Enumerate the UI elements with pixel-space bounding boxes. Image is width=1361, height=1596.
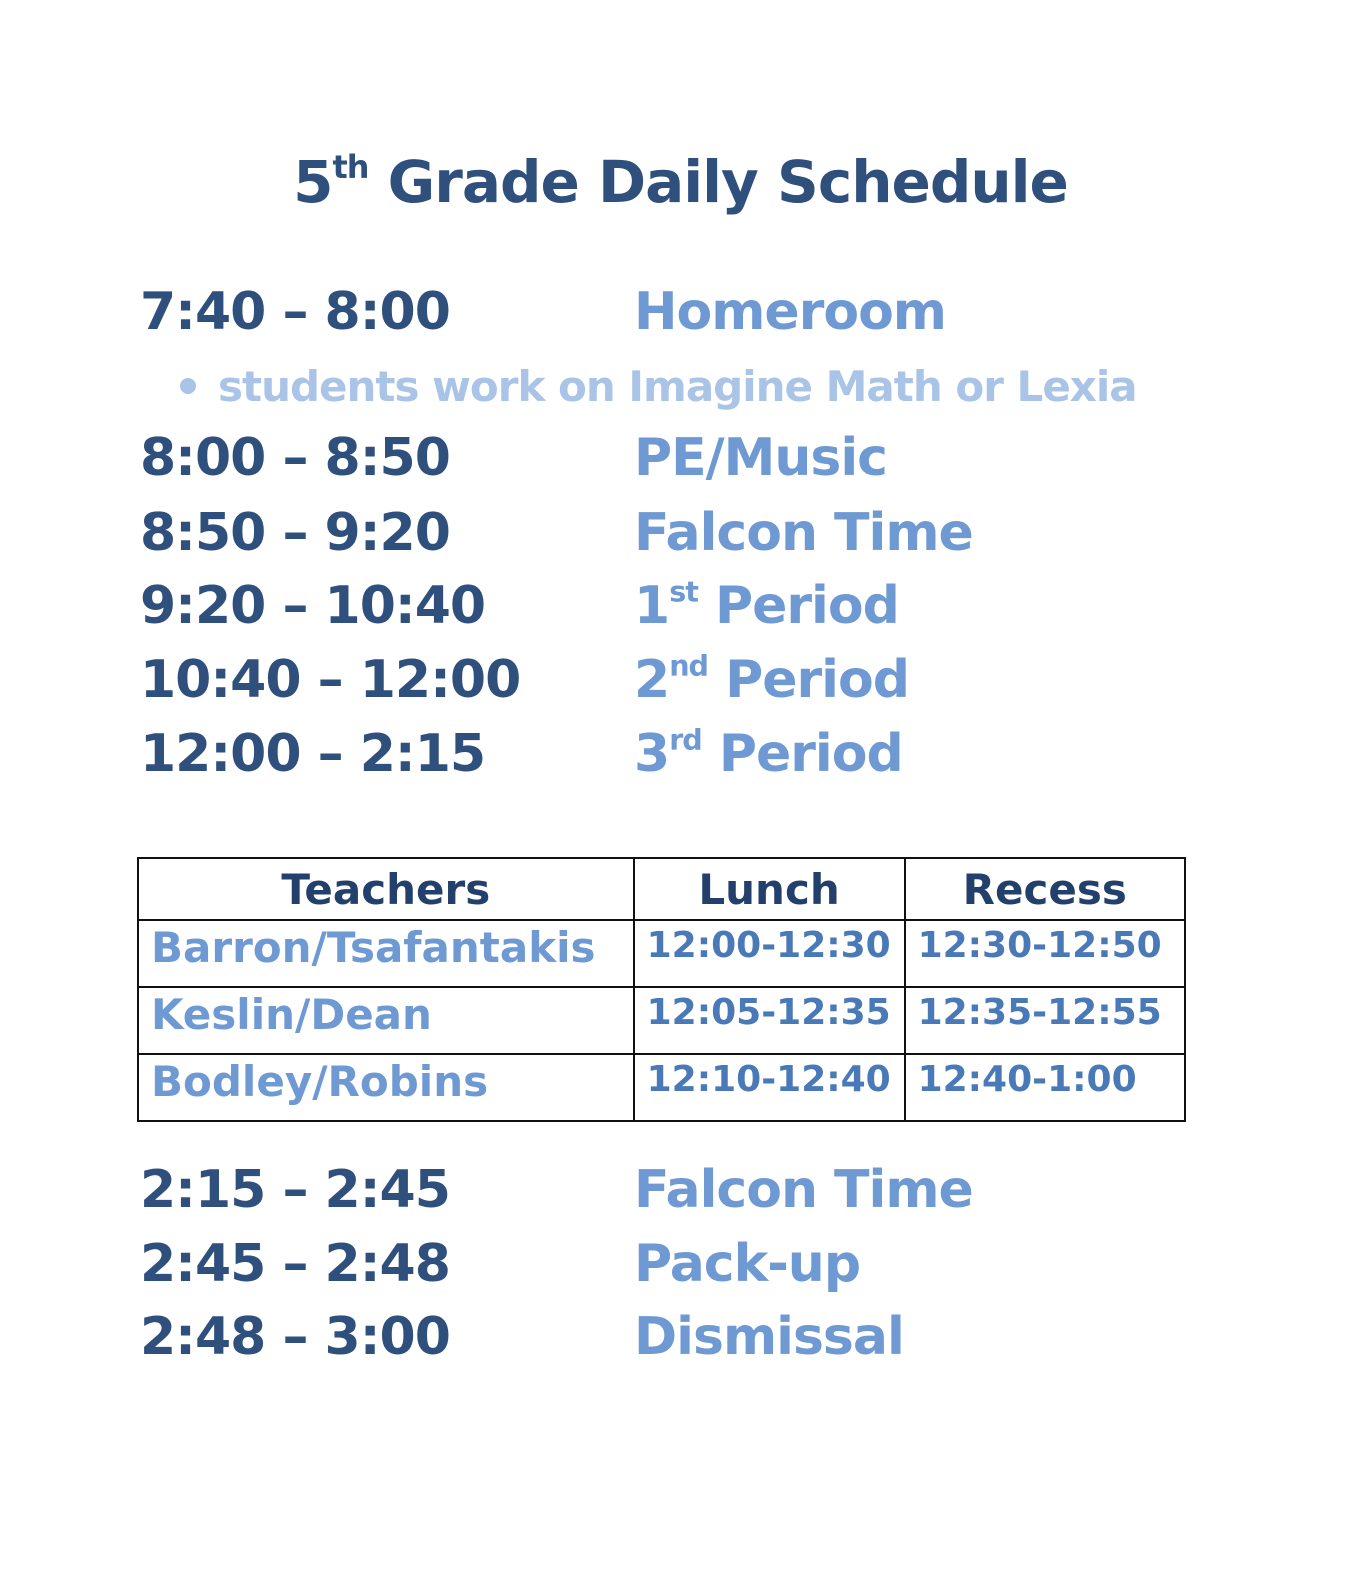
activity: Dismissal [634,1307,904,1367]
table-row [138,987,1185,1054]
schedule-row [140,1234,1240,1294]
time-slot: 9:20 – 10:40 [140,576,486,636]
time-slot: 8:00 – 8:50 [140,428,450,488]
schedule-row [140,428,1240,488]
teachers-cell: Barron/Tsafantakis [138,920,634,987]
header-lunch: Lunch [634,858,905,920]
activity: 2nd Period [634,648,909,710]
activity: Falcon Time [634,503,973,563]
schedule-row [140,282,1240,342]
schedule-row [140,724,1240,784]
recess-cell: 12:30-12:50 [905,920,1185,987]
activity: 1st Period [634,574,899,636]
lunch-cell: 12:10-12:40 [634,1054,905,1121]
table-row [138,920,1185,987]
schedule-row [140,650,1240,710]
schedule-row [140,1307,1240,1367]
recess-cell: 12:40-1:00 [905,1054,1185,1121]
table-row [138,1054,1185,1121]
lunch-recess-table [137,857,1186,1122]
schedule-row [140,503,1240,563]
homeroom-note [180,362,1137,411]
header-recess: Recess [905,858,1185,920]
activity: Falcon Time [634,1160,973,1220]
time-slot: 8:50 – 9:20 [140,503,450,563]
time-slot: 7:40 – 8:00 [140,282,450,342]
teachers-cell: Keslin/Dean [138,987,634,1054]
title-number: 5 [293,148,333,216]
teachers-cell: Bodley/Robins [138,1054,634,1121]
time-slot: 2:15 – 2:45 [140,1160,450,1220]
schedule-row [140,1160,1240,1220]
title-suffix: th [332,148,369,187]
bullet-icon [180,378,196,394]
table-header-row [138,858,1185,920]
time-slot: 2:48 – 3:00 [140,1307,450,1367]
recess-cell: 12:35-12:55 [905,987,1185,1054]
title-rest: Grade Daily Schedule [368,148,1068,216]
lunch-cell: 12:00-12:30 [634,920,905,987]
lunch-cell: 12:05-12:35 [634,987,905,1054]
page-title [0,148,1361,216]
time-slot: 10:40 – 12:00 [140,650,521,710]
time-slot: 12:00 – 2:15 [140,724,486,784]
schedule-row [140,576,1240,636]
activity: Pack-up [634,1234,861,1294]
time-slot: 2:45 – 2:48 [140,1234,450,1294]
activity: 3rd Period [634,722,903,784]
header-teachers: Teachers [138,858,634,920]
activity: PE/Music [634,428,887,488]
note-text: students work on Imagine Math or Lexia [218,362,1137,411]
activity: Homeroom [634,282,946,342]
